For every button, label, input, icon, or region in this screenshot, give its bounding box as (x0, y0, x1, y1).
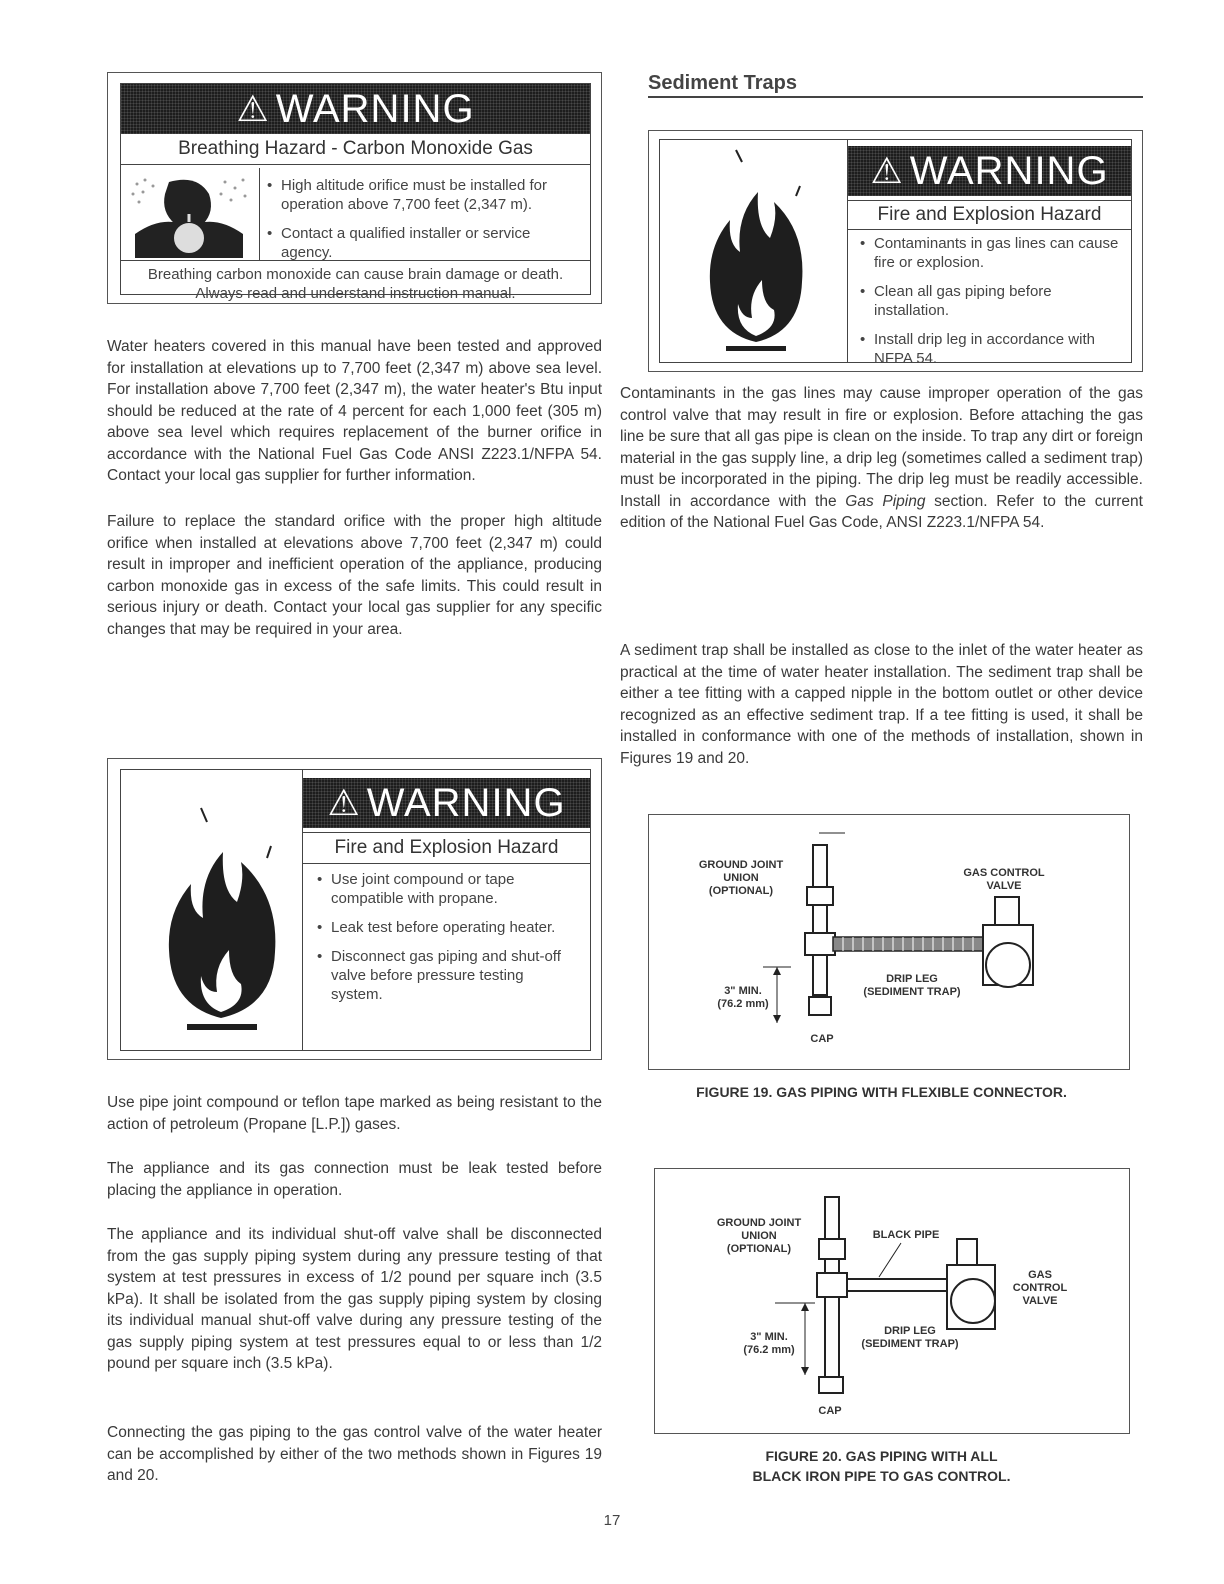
label-cap: CAP (818, 1405, 842, 1417)
paragraph: The appliance and its gas connection must be leak tested before placing the appliance in operation. (107, 1160, 602, 1199)
paragraph: A sediment trap shall be installed as close to the inlet of the water heater as practical at the time of water heater installation. The sediment trap shall be either a tee fitting with a capped nipple in the bottom outlet or other device recognized as an effective sediment trap. If a tee fitting is used, it shall be installed in conformance with one of the methods of installation, shown in Figures 19 and 20. (620, 642, 1143, 767)
paragraph: Failure to replace the standard orifice with the proper high altitude orifice when installed at elevations above 7,700 feet (2,347 m) could result in improper and inefficient operation of the appliance, producing carbon monoxide gas in excess of the safe limits. This could result in serious injury or death. Contact your local gas supplier for any specific changes that may be required in your area. (107, 513, 602, 638)
warning-banner: ⚠ WARNING (303, 778, 590, 828)
warning-triangle-icon: ⚠ (236, 88, 270, 129)
label-drip-leg: DRIP LEG (SEDIMENT TRAP) (861, 1325, 959, 1350)
paragraph: The appliance and its individual shut-off valve shall be disconnected from the gas supply piping system during any pressure testing of that system at test pressures in excess of 1/2 pound per square inch (3.5 kPa). It shall be isolated from the gas supply piping system by closing its individual manual shut-off valve during any pressure testing of the gas supply piping system at test pressures equal to or less than 1/2 pound per square inch (3.5 kPa). (107, 1226, 602, 1372)
paragraph: Connecting the gas piping to the gas control valve of the water heater can be accomplished by either of the two methods shown in Figures 19 and 20. (107, 1424, 602, 1484)
warning1-bullets (263, 176, 581, 272)
list-item: • Clean all gas piping before installation. (856, 282, 1126, 320)
label-cap: CAP (810, 1033, 834, 1045)
hazard-title: Breathing Hazard - Carbon Monoxide Gas (121, 138, 590, 165)
list-item: • Disconnect gas piping and shut-off valve before pressure testing system. (313, 947, 575, 1004)
figure-20 (654, 1168, 1130, 1434)
page-number: 17 (603, 1512, 621, 1529)
warning-triangle-icon: ⚠ (327, 782, 361, 823)
hazard-title: Fire and Explosion Hazard (303, 832, 590, 864)
paragraph: Water heaters covered in this manual have been tested and approved for installation at elevations up to 7,700 feet (2,347 m) above sea level. For installation above 7,700 feet (2,347 m), the water heater's Btu input should be reduced at the rate of 4 percent for each 1,000 feet (305 m) above sea level which requires replacement of the burner orifice in accordance with the National Fuel Gas Code ANSI Z223.1/NFPA 54. Contact your local gas supplier for further information. (107, 338, 602, 484)
label-min-length: 3" MIN. (76.2 mm) (717, 985, 769, 1010)
list-item: • Leak test before operating heater. (313, 918, 575, 937)
label-ground-joint-union: GROUND JOINT UNION (OPTIONAL) (716, 1217, 802, 1255)
list-item: • High altitude orifice must be installed for operation above 7,700 feet (2,347 m). (263, 176, 581, 214)
warning3-bullets (856, 234, 1126, 378)
warning-box-fire-explosion-sediment (648, 130, 1143, 372)
label-ground-joint-union: GROUND JOINT UNION (OPTIONAL) (698, 859, 784, 897)
warning-banner: ⚠ WARNING (121, 84, 590, 134)
warning1-footer: Breathing carbon monoxide can cause brain damage or death. Always read and understand instruction manual. (121, 260, 590, 303)
list-item: • Contact a qualified installer or service agency. (263, 224, 581, 262)
list-item: • Install drip leg in accordance with NFPA 54. (856, 330, 1126, 368)
warning2-bullets (313, 870, 575, 1014)
flame-icon (696, 146, 816, 358)
breathing-hazard-icon (125, 172, 253, 258)
left-column (107, 72, 602, 1484)
section-title: Sediment Traps (648, 72, 1143, 98)
hazard-title: Fire and Explosion Hazard (848, 200, 1131, 230)
paragraph: Contaminants in the gas lines may cause improper operation of the gas control valve that may result in fire or explosion. Before attaching the gas line be sure that all gas pipe is clean on the inside. To trap any dirt or foreign material in the gas supply line, a drip leg (sometimes called a sediment trap) must be incorporated in the piping. The drip leg must be readily accessible. Install in accordance with the Gas Piping section. Refer to the current edition of the National Fuel Gas Code, ANSI Z223.1/NFPA 54. (620, 385, 1143, 531)
paragraph: Use pipe joint compound or teflon tape marked as being resistant to the action of petroleum (Propane [L.P.]) gases. (107, 1094, 602, 1133)
figure-19-caption: FIGURE 19. GAS PIPING WITH FLEXIBLE CONNECTOR. (696, 1084, 1067, 1100)
flame-icon (151, 800, 291, 1040)
label-min-length: 3" MIN. (76.2 mm) (743, 1331, 795, 1356)
list-item: • Contaminants in gas lines can cause fire or explosion. (856, 234, 1126, 272)
figure-20-caption: FIGURE 20. GAS PIPING WITH ALL BLACK IRON PIPE TO GAS CONTROL. (752, 1448, 1011, 1484)
list-item: • Use joint compound or tape compatible with propane. (313, 870, 575, 908)
figure-19 (648, 814, 1130, 1070)
label-gas-control-valve: GAS CONTROL VALVE (963, 867, 1045, 892)
warning-box-fire-explosion (107, 758, 602, 1060)
label-black-pipe: BLACK PIPE (872, 1229, 940, 1241)
label-gas-control-valve: GAS CONTROL VALVE (1012, 1269, 1068, 1307)
warning-banner: ⚠ WARNING (848, 146, 1131, 196)
label-drip-leg: DRIP LEG (SEDIMENT TRAP) (863, 973, 961, 998)
warning-box-carbon-monoxide (107, 72, 602, 304)
warning-triangle-icon: ⚠ (870, 150, 904, 191)
figure-19-diagram (649, 815, 1129, 1069)
